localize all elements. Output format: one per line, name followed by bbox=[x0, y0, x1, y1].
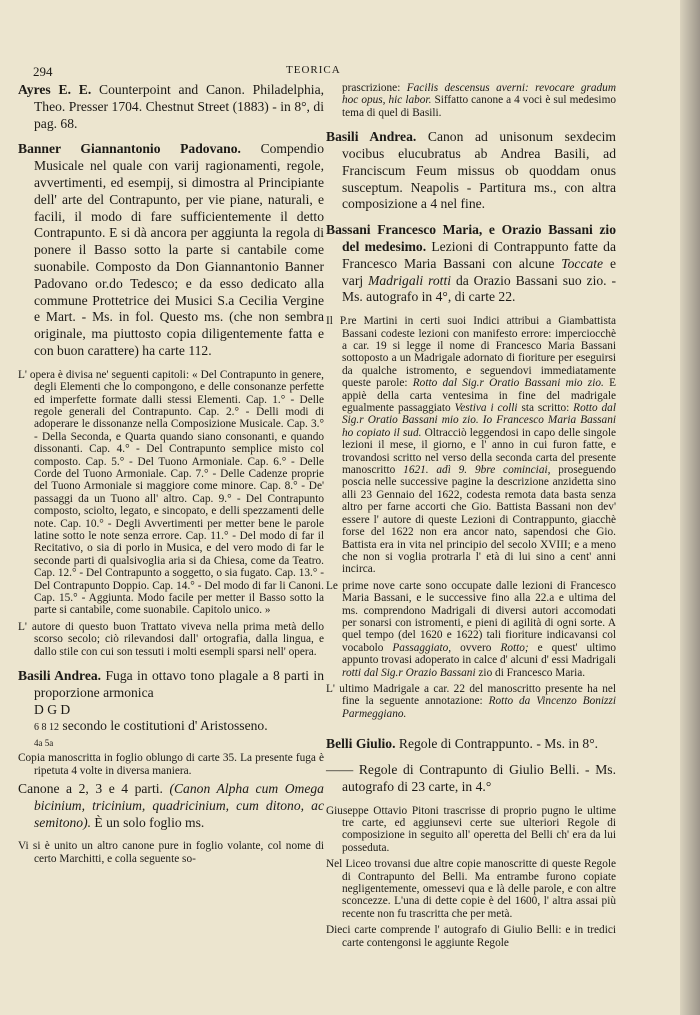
left-column bbox=[18, 82, 324, 869]
entry-ayres bbox=[18, 82, 324, 132]
note-bassani-carte: Le prime nove carte sono occupate dalle lezioni di Francesco Maria Bassani, e le successive fino alla 22.a e ultima del ms. comprendono Madrigali di diversi autori accomodati per sonarsi con istromenti, e pieni di agilità di ogni sorte. A quel tempo (del 1620 e 1622) tali fioriture indicavansi col vocabolo Passaggiato, ovvero Rotto; e quest' ultimo appunto trovasi adoperato in calce d' alcuni d' essi Madrigali rotti dal Sig.r Orazio Bassani zio di Francesco Maria. bbox=[326, 579, 617, 679]
proportion-notes: D G D bbox=[34, 701, 71, 717]
entry-headword: Banner Giannantonio Padovano. bbox=[18, 141, 241, 157]
entry-headword: Ayres E. E. bbox=[18, 82, 92, 97]
note-belli-dieci: Dieci carte comprende l' autografo di Giulio Belli: e in tredici carte contengonsi le aggiunte Regole bbox=[326, 924, 616, 949]
entry-banner bbox=[18, 141, 324, 359]
entry-text: Fuga in ottavo tono plagale a 8 parti in proporzione armonica bbox=[34, 668, 324, 700]
running-title: TEORICA bbox=[286, 64, 341, 76]
right-column bbox=[326, 82, 616, 953]
note-bassani-martini: Il P.re Martini in certi suoi Indici attribui a Giambattista Bassani codeste lezioni con manifesto errore: imperciocchè a car. 19 si legge il nome di Francesco Maria Bassani sottoposto a un Madrigale adornato di fioriture per eseguirsi da qualche istromento, e seguendovi immediatamente queste parole: Rotto dal Sig.r Oratio Bassani mio zio. E appiè della carta ventesima in fine del madrigale egualmente passaggiato Vestiva i colli sta scritto: Rotto dal Sig.r Oratio Bassani mio zio. Io Francesco Maria Bassani ho copiato il sud. Oltracciò leggendosi in capo delle singole lezioni il mese, il giorno, e l' anno in cui furon fatte, e trovandosi scritto nel verso della seconda carta del presente manoscritto 1621. adì 9. 9bre cominciai, proseguendo poscia nelle successive pagine la descrizione anzidetta sino alli 23 Gennaio del 1622, codesta remota data basta senza altro per farne accorti che Gio. Battista Bassani non dev' essere l' autore di queste Lezioni di Contrappunto, giacchè forse del 1622 non era ancor nato, sapendosi che Gio. Battista era in vita nel principio del secolo XVIII; e a meno che non si voglia protrarla l' età di lui sino a cent' anni incirca. bbox=[326, 315, 617, 576]
note-basili-fuga: Copia manoscritta in foglio oblungo di carte 35. La presente fuga è ripetuta 4 volte in diversa maniera. bbox=[18, 752, 324, 777]
page-number: 294 bbox=[33, 64, 53, 79]
note-canone: Vi si è unito un altro canone pure in foglio volante, col nome di certo Marchitti, e colla seguente so- bbox=[18, 840, 324, 865]
note-bassani-ultimo: L' ultimo Madrigale a car. 22 del manoscritto presente ha nel fine la seguente annotazione: Rotto da Vincenzo Bonizzi Parmeggiano. bbox=[326, 682, 616, 720]
entry-text: Regole di Contrappunto. - Ms. in 8°. bbox=[398, 736, 599, 752]
note-belli-pitoni: Giuseppe Ottavio Pitoni trascrisse di proprio pugno le ultime tre carte, ed aggiunsevi certe sue ulteriori Regole di composizione in seguito all' operetta del Belli ch' era da lui posseduta. bbox=[326, 804, 616, 854]
entry-canone: Canone a 2, 3 e 4 parti. (Canon Alpha cum Omega bicinium, tricinium, quadricinium, cum ditono, ac semitono). È un solo foglio ms. bbox=[18, 781, 324, 830]
page-edge-shadow bbox=[680, 0, 700, 1015]
entry-belli-regole: —— Regole di Contrapunto di Giulio Belli. - Ms. autografo di 23 carte, in 4.° bbox=[326, 761, 616, 794]
entry-basili-canon bbox=[326, 129, 616, 213]
note-banner-chapters: L' opera è divisa ne' seguenti capitoli: « Del Contrapunto in genere, degli Elementi che lo compongono, e delle consonanze perfette ed imperfette formate dalli stessi Elementi. Cap. 1.° - Delle regole generali del Contrapunto. Cap. 2.° - Delli modi di adoperare le dissonanze nella Composizione Musicale. Cap. 3.° - Della Seconda, e Quarta quando siano consonanti, e quando dissonanti. Cap. 4.° - Del Contrapunto semplice misto col composto. Cap. 5.° - Del Tuono Armoniale. Cap. 6.° - Delle Corde del Tuono Armoniale. Cap. 7.° - Delle Cadenze proprie del Tuono Armoniale si maggiore come minore. Cap. 8.° - De' passaggi da un Tuono all' altro. Cap. 9.° - Del Contrapunto composto, sciolto, legato, e sincopato, e delli spezzamenti delle note. Cap. 10.° - Degli Avvertimenti per metter bene le parole latine sotto le note senza errore. Cap. 11.° - Del modo di far il Recitativo, o sia di porlo in Musica, e del vero modo di far le seconde parti di qualsivoglia aria si da Chiesa, come da Teatro. Cap. 12.° - Del Contrapunto a soggetto, o sia fugato. Cap. 13.° - Del Contrapunto Doppio. Cap. 14.° - Del modo di far li Canoni. Cap. 15.° - Aggiunta. Modo facile per metter il Basso sotto la parte si cantabile, come suonabile. Capitolo unico. » bbox=[18, 368, 324, 617]
entry-text: secondo le costitutioni d' Aristosseno. bbox=[62, 718, 268, 734]
entry-headword: Bassani Francesco Maria, e Orazio Bassani zio del medesimo. bbox=[326, 222, 616, 254]
entry-basili-fuga bbox=[18, 668, 324, 702]
entry-belli bbox=[326, 736, 616, 753]
entry-text: Compendio Musicale nel quale con varij ragionamenti, regole, avvertimenti, ed esempij, si dimostra al Principiante dell' arte del Contrapunto, per vie piane, naturali, e facili, il modo di fare sufficientemente il detto Contrapunto. E si dà ancora per aggiunta la regola di ponere il Basso sotto la parte si cantabile come suonabile. Composto da Don Giannantonio Banner Padovano or.do Tedesco; e da esso dedicato alla commune Prottetrice dei Musici S.a Cecilia Vergine e Mart. - Ms. in fol. Questo ms. (che non sembra originale, ma piuttosto copia diligentemente fatta e con buon carattere) ha carte 112. bbox=[34, 141, 324, 358]
entry-headword: Basili Andrea. bbox=[326, 129, 417, 145]
entry-headword: Belli Giulio. bbox=[326, 736, 396, 752]
note-belli-liceo: Nel Liceo trovansi due altre copie manoscritte di queste Regole di Contrapunto del Belli. Ma entrambe furono copiate negligentemente, omessevi qua e là delle parole, e con altre sconcezze. L'una di dette copie è del 1600, l' altra assai più recente non fu trascritta che per metà. bbox=[326, 858, 616, 920]
ratio-intervals: 4a 5a bbox=[34, 738, 54, 749]
proportion-ratio bbox=[34, 718, 324, 737]
entry-headword: Basili Andrea. bbox=[18, 668, 102, 684]
entry-text: Counterpoint and Canon. Philadelphia, Theo. Presser 1704. Chestnut Street (1883) - in 8°, di pag. 68. bbox=[34, 82, 325, 131]
note-banner-author: L' autore di questo buon Trattato viveva nella prima metà dello scorso secolo; ciò rilevandosi dall' ortografia, dalla lingua, e dallo stile con cui son tessuti i molti esempli sparsi nell' opera. bbox=[18, 620, 324, 658]
entry-text: Canon ad unisonum sexdecim vocibus elucubratus ab Andrea Basili, ad Franciscum Feum missus ob quoddam onus susceptum. Neapolis - Partitura ms., con altra composizione a 4 nel fine. bbox=[342, 129, 616, 212]
ratio-numbers: 6 8 12 bbox=[34, 722, 59, 734]
entry-bassani: Bassani Francesco Maria, e Orazio Bassani zio del medesimo. Lezioni di Contrappunto fatte da Francesco Maria Bassani con alcune Toccate e varj Madrigali rotti da Orazio Bassani suo zio. - Ms. autografo in 4°, di carte 22. bbox=[326, 222, 617, 305]
note-continued: prascrizione: Facilis descensus averni: revocare gradum hoc opus, hic labor. Siffatto canone a 4 voci è sul medesimo tema di quel di Basili. bbox=[342, 82, 617, 119]
